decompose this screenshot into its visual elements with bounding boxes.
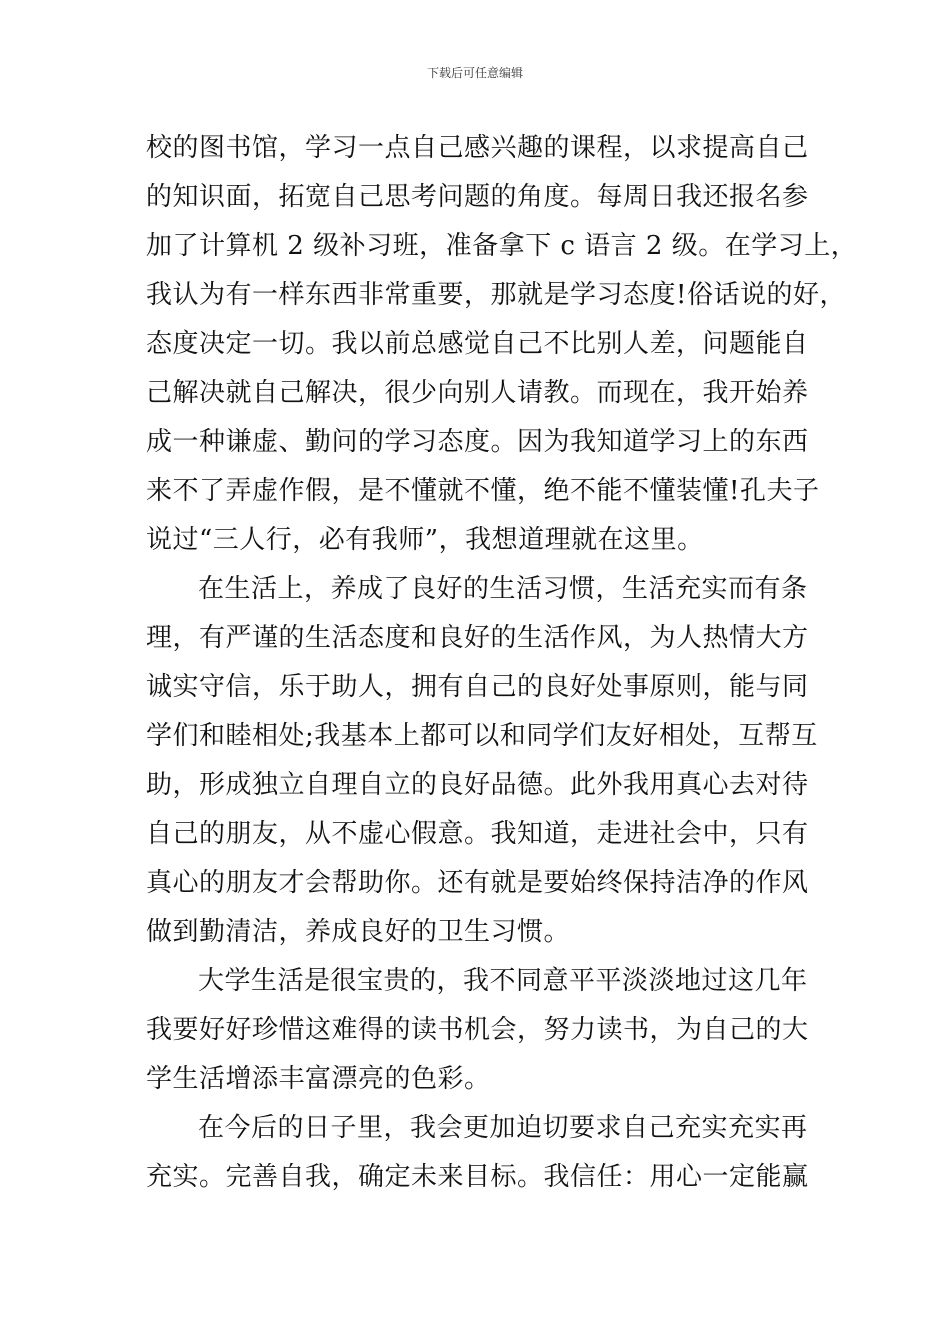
text-line: 校的图书馆，学习一点自己感兴趣的课程，以求提高自己 — [146, 133, 809, 163]
text-line: 学生活增添丰富漂亮的色彩。 — [146, 1064, 491, 1094]
document-body — [146, 124, 858, 1202]
text-line: 态度决定一切。我以前总感觉自己不比别人差，问题能自 — [146, 329, 809, 359]
text-line: 成一种谦虚、勤问的学习态度。因为我知道学习上的东西 — [146, 427, 809, 457]
paragraph-first-line: 大学生活是很宝贵的，我不同意平平淡淡地过这几年 — [198, 966, 808, 996]
text-line: 自己的朋友，从不虚心假意。我知道，走进社会中，只有 — [146, 819, 809, 849]
text-line: 加了计算机 2 级补习班，准备拿下 c 语言 2 级。在学习上， — [146, 231, 858, 261]
text-line: 的知识面，拓宽自己思考问题的角度。每周日我还报名参 — [146, 182, 809, 212]
text-line: 理，有严谨的生活态度和良好的生活作风，为人热情大方 — [146, 623, 809, 653]
text-line: 我要好好珍惜这难得的读书机会，努力读书，为自己的大 — [146, 1015, 809, 1045]
page-header: 下载后可任意编辑 — [426, 66, 523, 80]
paragraph-first-line: 在生活上，养成了良好的生活习惯，生活充实而有条 — [198, 574, 808, 604]
text-line: 学们和睦相处;我基本上都可以和同学们友好相处，互帮互 — [146, 721, 818, 751]
text-line: 说过“三人行，必有我师”，我想道理就在这里。 — [146, 525, 704, 555]
text-line: 诚实守信，乐于助人，拥有自己的良好处事原则，能与同 — [146, 672, 809, 702]
text-line: 做到勤清洁，养成良好的卫生习惯。 — [146, 917, 571, 947]
text-line: 己解决就自己解决，很少向别人请教。而现在，我开始养 — [146, 378, 809, 408]
text-line: 我认为有一样东西非常重要，那就是学习态度!俗话说的好， — [146, 280, 846, 310]
paragraph-first-line: 在今后的日子里，我会更加迫切要求自己充实充实再 — [198, 1113, 808, 1143]
text-line: 充实。完善自我，确定未来目标。我信任：用心一定能赢 — [146, 1162, 809, 1192]
text-line: 助，形成独立自理自立的良好品德。此外我用真心去对待 — [146, 770, 809, 800]
text-line: 来不了弄虚作假，是不懂就不懂，绝不能不懂装懂!孔夫子 — [146, 476, 820, 506]
text-line: 真心的朋友才会帮助你。还有就是要始终保持洁净的作风 — [146, 868, 809, 898]
